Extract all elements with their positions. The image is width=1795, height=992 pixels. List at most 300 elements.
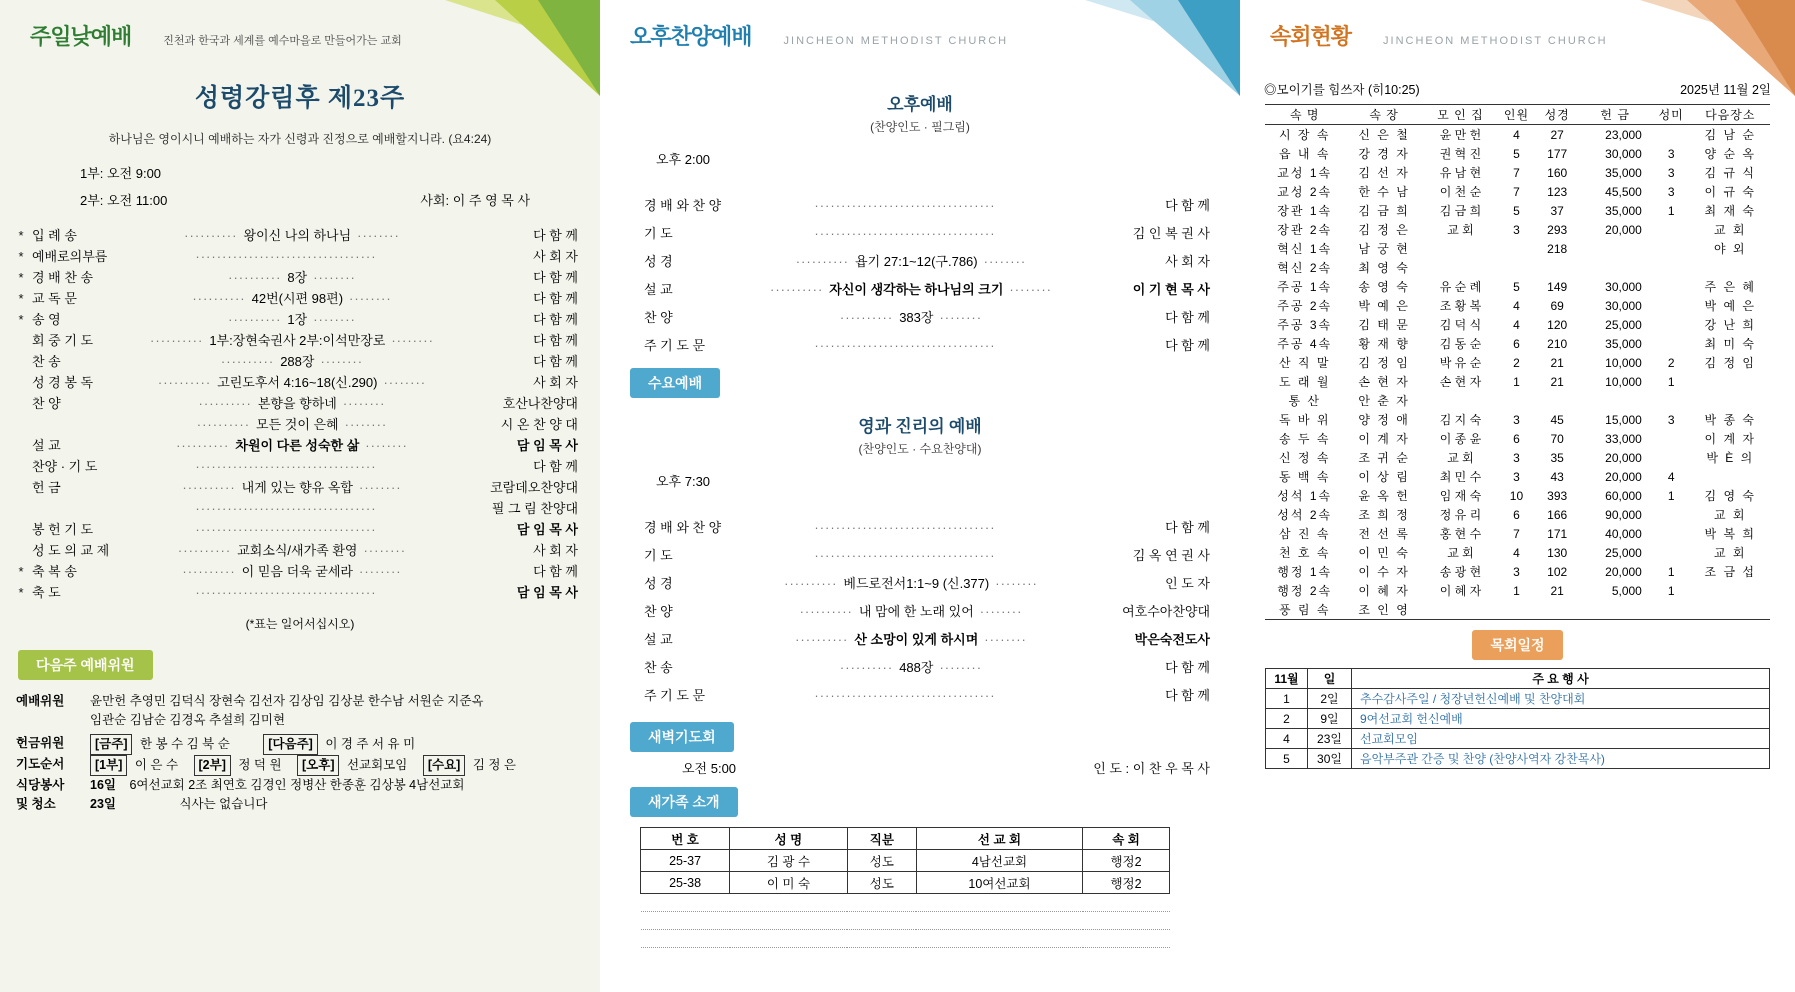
- order-line: [14, 330, 578, 351]
- table-cell: 15,000: [1605, 412, 1642, 427]
- table-cell: 3: [1667, 184, 1675, 199]
- table-cell: 교 회: [1447, 223, 1474, 237]
- prayer-1st-val: 이 은 수: [134, 758, 179, 772]
- table-cell: [1652, 239, 1691, 258]
- order-person: 코람데오찬양대: [490, 480, 578, 495]
- order-line: [14, 498, 578, 519]
- table-cell: [1652, 600, 1691, 620]
- order-content: ··································: [814, 520, 996, 535]
- table-row: [1265, 581, 1770, 600]
- order-person: 이 기 현 목 사: [1132, 282, 1210, 297]
- table-cell: 10: [1509, 488, 1524, 503]
- order-content: ·········· 내 맘에 한 노래 있어 ········: [799, 604, 1023, 619]
- order-label: 성 경: [644, 576, 673, 591]
- order-person: 사 회 자: [533, 249, 578, 264]
- table-cell: [1691, 467, 1770, 486]
- table-cell: 43: [1550, 469, 1564, 484]
- table-cell: 홍 현 수: [1439, 527, 1482, 541]
- table-cell: 손 현 자: [1358, 375, 1410, 389]
- order-line: [14, 267, 578, 288]
- table-row: [1265, 315, 1770, 334]
- table-cell: [1579, 391, 1652, 410]
- order-line: [14, 288, 578, 309]
- table-cell: [1652, 125, 1691, 145]
- service-times: [0, 163, 600, 209]
- table-cell: 도 래 월: [1278, 375, 1331, 389]
- table-cell: 김 정 은: [1358, 223, 1410, 237]
- table-cell: [847, 930, 916, 948]
- dawn-prayer-tag: 새벽기도회: [630, 722, 734, 752]
- order-star: *: [18, 228, 24, 243]
- table-row: [641, 872, 1170, 894]
- table-cell: 양 순 옥: [1704, 147, 1756, 161]
- dawn-prayer-time: 오전 5:00: [682, 761, 737, 776]
- table-cell: 이 수 자: [1358, 565, 1410, 579]
- table-cell: [1691, 372, 1770, 391]
- offering-next-week-key: [다음주]: [263, 734, 318, 755]
- table-cell: [641, 894, 730, 912]
- page-title: 성령강림후 제23주: [194, 85, 406, 112]
- column-header: 속 장: [1344, 105, 1423, 125]
- table-cell: 손 현 자: [1439, 375, 1482, 389]
- table-row: [1265, 163, 1770, 182]
- committee-value-worship: 윤만헌 추영민 김덕식 장현숙 김선자 김상임 김상분 한수남 서원순 지준옥: [90, 694, 484, 708]
- new-family-table: [640, 827, 1170, 948]
- table-cell: 171: [1547, 526, 1568, 541]
- table-cell: 1: [1667, 488, 1675, 503]
- table-cell: [1497, 600, 1536, 620]
- table-cell: 4남선교회: [916, 850, 1082, 872]
- table-cell: 임 재 숙: [1439, 489, 1482, 503]
- table-cell: [1652, 220, 1691, 239]
- committee-label-clean: 및 청소: [16, 797, 56, 811]
- wednesday-title: 영과 진리의 예배: [858, 417, 982, 436]
- table-cell: [1652, 315, 1691, 334]
- order-line: [640, 594, 1210, 622]
- dawn-section: [630, 722, 1240, 752]
- table-cell: 25-38: [641, 872, 730, 894]
- table-row: [1265, 125, 1770, 145]
- order-content: ··································: [195, 459, 377, 474]
- table-row: [1265, 391, 1770, 410]
- order-person: 다 함 께: [533, 459, 578, 474]
- moderator: 사회: 이 주 영 목 사: [420, 193, 530, 208]
- order-content: ·········· 고린도후서 4:16~18(신.290) ········: [157, 375, 427, 390]
- table-cell: [1652, 277, 1691, 296]
- cell-date: 2025년 11월 2일: [1680, 83, 1771, 97]
- table-cell: 4: [1513, 298, 1520, 313]
- table-cell: 교 회: [1714, 546, 1747, 560]
- table-cell: 윤 만 헌: [1439, 128, 1482, 142]
- table-cell: 김 남 순: [1704, 128, 1756, 142]
- table-cell: 교성 1속: [1277, 166, 1333, 180]
- prayer-duty: [90, 755, 584, 776]
- table-cell: 독 바 위: [1278, 413, 1331, 427]
- afternoon-service-time: 오후 2:00: [656, 152, 711, 167]
- order-person: 인 도 자: [1165, 576, 1210, 591]
- table-cell: 주공 1속: [1277, 280, 1333, 294]
- table-cell: 6: [1513, 431, 1520, 446]
- order-content: ·········· 교회소식/새가족 환영 ········: [177, 543, 407, 558]
- table-cell: 박 예 은: [1704, 299, 1756, 313]
- table-cell: 장관 2속: [1277, 223, 1333, 237]
- offering-duty: [90, 734, 584, 755]
- order-line: [14, 372, 578, 393]
- order-content: ·········· 왕이신 나의 하나님 ········: [184, 228, 400, 243]
- new-family-body: [641, 850, 1170, 948]
- order-label: 봉 헌 기 도: [32, 522, 94, 537]
- prayer-afternoon-val: 선교회모임: [346, 758, 408, 772]
- table-cell: 유 남 현: [1439, 166, 1482, 180]
- column-header: 다음장소: [1691, 105, 1770, 125]
- table-cell: 149: [1547, 279, 1568, 294]
- order-content: ··································: [814, 548, 996, 563]
- prayer-wednesday-val: 김 정 은: [472, 758, 516, 772]
- order-person: 사 회 자: [533, 375, 578, 390]
- table-cell: 안 춘 자: [1358, 394, 1410, 408]
- table-row: [641, 850, 1170, 872]
- table-cell: 293: [1547, 222, 1568, 237]
- table-cell: 10,000: [1605, 374, 1642, 389]
- order-label: 교 독 문: [32, 291, 77, 306]
- order-line: [14, 435, 578, 456]
- table-cell: [1652, 505, 1691, 524]
- clean-duty: [90, 795, 584, 814]
- table-cell: 이 상 림: [1358, 470, 1410, 484]
- order-line: [14, 561, 578, 582]
- order-content: ··································: [195, 522, 377, 537]
- table-cell: [916, 930, 1082, 948]
- table-cell: 3: [1513, 469, 1520, 484]
- ministry-schedule-tag: 목회일정: [1472, 630, 1562, 660]
- order-label: 성 도 의 교 제: [32, 543, 110, 558]
- table-cell: 시 장 속: [1278, 128, 1331, 142]
- table-cell: 풍 림 속: [1265, 600, 1344, 620]
- order-content: ··································: [814, 198, 996, 213]
- table-cell: 이 규 숙: [1704, 185, 1756, 199]
- table-cell: 69: [1550, 298, 1564, 313]
- table-row: [1265, 201, 1770, 220]
- offering-this-week-key: [금주]: [90, 734, 132, 755]
- table-cell: [1652, 296, 1691, 315]
- table-cell: 최 민 수: [1439, 470, 1482, 484]
- table-cell: [1497, 258, 1536, 277]
- table-cell: 김 금 희: [1358, 204, 1410, 218]
- order-content: ··································: [814, 688, 996, 703]
- order-content: ·········· 본향을 향하네 ········: [198, 396, 386, 411]
- wednesday-order-list: [600, 510, 1240, 706]
- table-cell: [730, 894, 848, 912]
- new-family-tag: 새가족 소개: [630, 787, 738, 817]
- order-label: 찬 양: [644, 310, 673, 325]
- order-label: 경 배 와 찬 양: [644, 198, 722, 213]
- order-content: ·········· 내게 있는 향유 옥합 ········: [182, 480, 402, 495]
- table-cell: 정 유 리: [1439, 508, 1482, 522]
- order-line: [640, 622, 1210, 650]
- table-row: [1266, 749, 1770, 769]
- table-cell: [1579, 600, 1652, 620]
- order-star: *: [18, 312, 24, 327]
- table-cell: 177: [1547, 146, 1568, 161]
- table-cell: 9일: [1308, 709, 1352, 729]
- order-person: 다 함 께: [1165, 660, 1210, 675]
- order-content: ·········· 1장 ········: [228, 312, 356, 327]
- table-row: [1265, 600, 1770, 620]
- table-cell: 김 지 숙: [1439, 413, 1482, 427]
- offering-this-week-val: 한 봉 수 김 북 순: [139, 737, 230, 751]
- table-cell: 6: [1513, 336, 1520, 351]
- order-label: 찬양 · 기 도: [32, 459, 98, 474]
- table-cell: 김 덕 식: [1439, 318, 1482, 332]
- table-cell: 조 황 복: [1439, 299, 1482, 313]
- table-cell: 박 È 의: [1706, 451, 1755, 465]
- committee-label-offering: 헌금위원: [16, 736, 65, 750]
- table-cell: 김 정 임: [1358, 356, 1410, 370]
- table-cell: [1652, 334, 1691, 353]
- table-cell: 이 미 숙: [730, 872, 848, 894]
- order-content: ·········· 베드로전서1:1~9 (신.377) ········: [784, 576, 1038, 591]
- order-line: [640, 510, 1210, 538]
- order-label: 경 배 와 찬 양: [644, 520, 722, 535]
- order-person: 시 온 찬 양 대: [500, 417, 578, 432]
- table-row: [1265, 505, 1770, 524]
- order-label: 입 례 송: [32, 228, 77, 243]
- table-cell: 20,000: [1605, 222, 1642, 237]
- order-line: [640, 566, 1210, 594]
- table-cell: 120: [1547, 317, 1568, 332]
- order-line: [14, 414, 578, 435]
- order-star: *: [18, 291, 24, 306]
- table-cell: 37: [1550, 203, 1564, 218]
- table-cell: [1579, 239, 1652, 258]
- clean-note: 식사는 없습니다: [179, 797, 268, 811]
- committee-label-prayer: 기도순서: [16, 757, 65, 771]
- table-cell: 박 종 숙: [1704, 413, 1756, 427]
- table-cell: 5: [1513, 279, 1520, 294]
- order-content: ·········· 욥기 27:1~12(구.786) ········: [795, 254, 1027, 269]
- table-cell: 이 혜 자: [1439, 584, 1482, 598]
- table-row: [1265, 448, 1770, 467]
- table-cell: 10여선교회: [916, 872, 1082, 894]
- panel3-brand: 속회현황: [1270, 24, 1352, 49]
- table-cell: 30,000: [1605, 298, 1642, 313]
- table-cell: 3: [1513, 222, 1520, 237]
- table-cell: 교 회: [1447, 451, 1474, 465]
- table-cell: [1691, 391, 1770, 410]
- table-cell: [641, 930, 730, 948]
- table-cell: 조 인 영: [1344, 600, 1423, 620]
- table-cell: 행정2: [1083, 850, 1170, 872]
- committee-block: [0, 692, 600, 814]
- order-content: ··································: [814, 338, 996, 353]
- table-cell: 3: [1667, 412, 1675, 427]
- table-cell: 2: [1513, 355, 1520, 370]
- table-cell: [1536, 258, 1579, 277]
- order-label: 기 도: [644, 548, 673, 563]
- table-cell: 교 회: [1714, 508, 1747, 522]
- column-header: 성 명: [730, 828, 848, 850]
- order-content: ··································: [195, 249, 377, 264]
- table-cell: 210: [1547, 336, 1568, 351]
- table-row: [1265, 372, 1770, 391]
- table-cell: 산 직 말: [1278, 356, 1331, 370]
- table-cell: [1652, 391, 1691, 410]
- order-label: 예배로의부름: [32, 249, 108, 264]
- order-line: [14, 456, 578, 477]
- table-cell: [1424, 600, 1497, 620]
- dawn-prayer-leader: 인 도 : 이 찬 우 목 사: [1093, 761, 1210, 776]
- table-cell: 혁신 1속: [1277, 242, 1333, 256]
- table-row: [1265, 239, 1770, 258]
- order-content: ·········· 자신이 생각하는 하나님의 크기 ········: [769, 282, 1053, 297]
- table-cell: 27: [1550, 127, 1564, 142]
- wednesday-section: [630, 368, 1240, 398]
- table-cell: 25,000: [1605, 317, 1642, 332]
- table-cell: [1497, 391, 1536, 410]
- order-label: 찬 송: [32, 354, 61, 369]
- column-header: 모 인 집: [1424, 105, 1497, 125]
- order-person: 다 함 께: [1165, 688, 1210, 703]
- table-cell: 김 광 수: [730, 850, 848, 872]
- order-label: 찬 송: [644, 660, 673, 675]
- table-cell: 123: [1547, 184, 1568, 199]
- table-cell: 3: [1513, 564, 1520, 579]
- table-cell: 30,000: [1605, 279, 1642, 294]
- table-cell: 21: [1550, 374, 1564, 389]
- ministry-schedule-table: [1265, 668, 1770, 769]
- table-cell: 성석 1속: [1277, 489, 1333, 503]
- order-line: [14, 351, 578, 372]
- order-content: ··································: [195, 585, 377, 600]
- cell-scripture: ◎모이기를 힘쓰자 (히10:25): [1264, 83, 1420, 97]
- table-cell: 1: [1513, 374, 1520, 389]
- order-person: 다 함 께: [1165, 198, 1210, 213]
- table-row: [1265, 353, 1770, 372]
- table-cell: 4: [1667, 469, 1675, 484]
- table-cell: 4: [1513, 127, 1520, 142]
- table-row: [1265, 258, 1770, 277]
- column-header: 11월: [1266, 669, 1308, 689]
- cell-report-header-row: [1265, 105, 1770, 125]
- panel1-brand: 주일낮예배: [30, 24, 132, 49]
- table-cell: 5: [1513, 203, 1520, 218]
- table-cell: 황 재 향: [1358, 337, 1410, 351]
- table-cell: 1: [1667, 583, 1675, 598]
- table-cell: [1083, 912, 1170, 930]
- table-cell: 박 유 순: [1439, 356, 1482, 370]
- table-row: [1265, 467, 1770, 486]
- table-row: [1265, 334, 1770, 353]
- table-cell: 1: [1513, 583, 1520, 598]
- table-cell: [1652, 543, 1691, 562]
- table-row: [1265, 182, 1770, 201]
- panel3-tagline: JINCHEON METHODIST CHURCH: [1383, 35, 1608, 47]
- order-person: 다 함 께: [1165, 338, 1210, 353]
- table-cell: 전 선 록: [1358, 527, 1410, 541]
- order-star: *: [18, 585, 24, 600]
- table-cell: 160: [1547, 165, 1568, 180]
- table-row: [1265, 429, 1770, 448]
- order-line: [640, 538, 1210, 566]
- column-header: 속 명: [1265, 105, 1344, 125]
- order-line: [14, 246, 578, 267]
- table-cell: 이 혜 자: [1358, 584, 1410, 598]
- order-content: ·········· 383장 ········: [839, 310, 983, 325]
- order-label: 성 경 봉 독: [32, 375, 94, 390]
- table-cell: 행정 2속: [1277, 584, 1333, 598]
- table-cell: 20,000: [1605, 564, 1642, 579]
- table-cell: 3: [1667, 146, 1675, 161]
- order-line: [14, 309, 578, 330]
- table-cell: 3: [1667, 165, 1675, 180]
- table-cell: 5: [1266, 749, 1308, 769]
- table-row: [1265, 562, 1770, 581]
- order-person: 다 함 께: [533, 564, 578, 579]
- table-cell: [1424, 258, 1497, 277]
- table-cell: [1691, 258, 1770, 277]
- table-cell: 성도: [847, 872, 916, 894]
- table-cell: 102: [1547, 564, 1568, 579]
- order-label: 설 교: [644, 632, 673, 647]
- table-cell: 야 외: [1714, 242, 1747, 256]
- next-week-committee-tag: 다음주 예배위원: [18, 650, 153, 680]
- table-cell: 35,000: [1605, 336, 1642, 351]
- order-content: ·········· 42번(시편 98편) ········: [192, 291, 392, 306]
- table-cell: 삼 진 속: [1278, 527, 1331, 541]
- table-cell: 최 재 숙: [1704, 204, 1756, 218]
- table-cell: 송 두 속: [1278, 432, 1331, 446]
- table-cell: [641, 912, 730, 930]
- committee-label-worship: 예배위원: [16, 694, 65, 708]
- order-label: 성 경: [644, 254, 673, 269]
- order-line: [14, 225, 578, 246]
- table-cell: 김 금 희: [1439, 204, 1482, 218]
- prayer-2nd-val: 정 덕 원: [238, 758, 282, 772]
- column-header: 일: [1308, 669, 1352, 689]
- table-cell: 7: [1513, 184, 1520, 199]
- afternoon-order-list: [600, 188, 1240, 356]
- order-content: ·········· 차원이 다른 성숙한 삶 ········: [176, 438, 408, 453]
- table-row: [1265, 524, 1770, 543]
- table-cell: 60,000: [1605, 488, 1642, 503]
- column-header: 성미: [1652, 105, 1691, 125]
- order-label: 설 교: [644, 282, 673, 297]
- column-header: 주 요 행 사: [1352, 669, 1770, 689]
- table-cell: 1: [1266, 689, 1308, 709]
- order-person: 사 회 자: [533, 543, 578, 558]
- table-cell: 교 회: [1447, 546, 1474, 560]
- table-cell: 조 희 정: [1358, 508, 1410, 522]
- table-cell: 166: [1547, 507, 1568, 522]
- order-label: 회 중 기 도: [32, 333, 94, 348]
- table-cell: 주공 3속: [1277, 318, 1333, 332]
- table-cell: 양 정 애: [1358, 413, 1410, 427]
- order-line: [640, 328, 1210, 356]
- table-cell: 70: [1550, 431, 1564, 446]
- wednesday-tag: 수요예배: [630, 368, 720, 398]
- panel3-header: [1240, 0, 1795, 72]
- order-content: ·········· 이 믿음 더욱 굳세라 ········: [182, 564, 402, 579]
- table-cell: 최 영 숙: [1358, 261, 1410, 275]
- order-label: 축 도: [32, 585, 61, 600]
- column-header: 속 회: [1083, 828, 1170, 850]
- service-time-1: 1부: 오전 9:00: [80, 166, 162, 181]
- table-cell: 25-37: [641, 850, 730, 872]
- panel1-header: [0, 0, 600, 72]
- table-cell: 동 백 속: [1278, 470, 1331, 484]
- column-header: 번 호: [641, 828, 730, 850]
- table-cell: 김 태 문: [1358, 318, 1410, 332]
